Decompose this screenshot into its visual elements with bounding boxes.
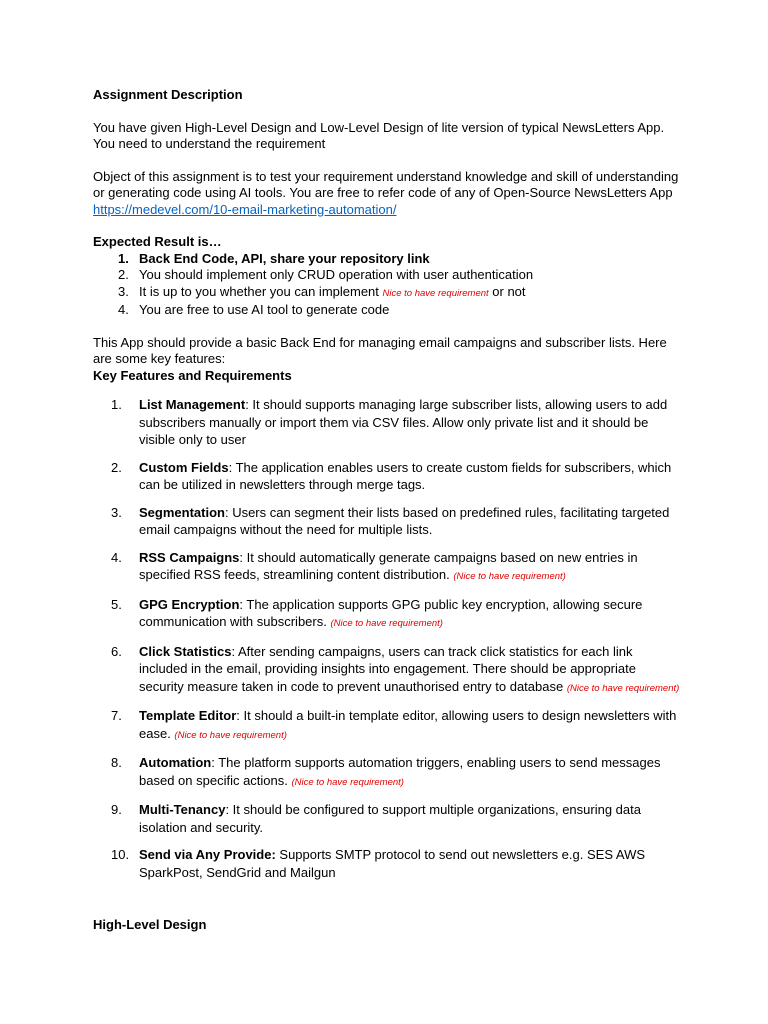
expected-item-text: or not: [488, 283, 526, 299]
list-number: 10.: [111, 847, 130, 862]
feature-item: [93, 459, 683, 494]
feature-description: : It should a built-in template editor, allowing users to design newsletters with ease.: [139, 708, 677, 741]
intro-line-2: You need to understand the requirement: [93, 136, 326, 151]
feature-title: Click Statistics: [139, 643, 232, 659]
list-number: 4.: [118, 302, 129, 317]
feature-item: [93, 643, 683, 698]
list-number: 3.: [118, 283, 129, 299]
feature-title: List Management: [139, 397, 246, 412]
feature-description: : The application supports GPG public key encryption, allowing secure communication with subscribers.: [139, 596, 643, 629]
feature-title: Template Editor: [139, 708, 237, 723]
feature-item: [93, 846, 683, 881]
list-number: 2.: [111, 459, 122, 475]
nice-to-have-note: (Nice to have requirement): [566, 682, 680, 694]
list-number: 1.: [118, 250, 129, 266]
expected-item-text: You should implement only CRUD operation with user authentication: [139, 267, 534, 282]
feature-description: : It should supports managing large subscriber lists, allowing users to add subscribers manually or import them via CSV files. Allow only private list and it should be visible only to user: [139, 397, 668, 447]
feature-description: : Users can segment their lists based on predefined rules, facilitating targeted email campaigns without the need for multiple lists.: [139, 504, 670, 537]
intro-line-1: You have given High-Level Design and Low-Level Design of lite version of typical NewsLetters App.: [93, 119, 665, 135]
expected-item-3: [93, 284, 683, 303]
feature-item: [93, 396, 683, 449]
expected-item-4: [93, 302, 683, 319]
high-level-design-heading: High-Level Design: [93, 917, 207, 932]
feature-title: Segmentation: [139, 504, 225, 520]
feature-title: Send via Any Provide:: [139, 847, 276, 862]
expected-item-text: Back End Code, API, share your repository link: [139, 250, 430, 266]
list-number: 8.: [111, 755, 122, 770]
expected-list: [93, 251, 683, 319]
nice-to-have-note: (Nice to have requirement): [291, 776, 404, 788]
feature-description: Supports SMTP protocol to send out newsletters e.g. SES AWS SparkPost, SendGrid and Mailgun: [139, 847, 646, 880]
feature-title: RSS Campaigns: [139, 549, 240, 565]
feature-title: Automation: [139, 755, 212, 770]
object-text: Object of this assignment is to test your requirement understand knowledge and skill of understanding or generating code using AI tools. You are free to refer code of any of Open-Source NewsLetters App: [93, 168, 679, 200]
feature-title: Custom Fields: [139, 459, 229, 475]
feature-item: [93, 754, 683, 791]
list-number: 9.: [111, 802, 122, 817]
feature-item: [93, 707, 683, 744]
feature-title: GPG Encryption: [139, 596, 240, 612]
feature-item: [93, 801, 683, 836]
expected-item-text: You are free to use AI tool to generate code: [139, 302, 390, 317]
expected-item-1: [93, 251, 683, 268]
object-paragraph: [93, 169, 683, 219]
open-source-link[interactable]: https://medevel.com/10-email-marketing-automation/: [93, 201, 397, 217]
feature-description: : It should automatically generate campaigns based on new entries in specified RSS feeds, streamlining content distribution.: [139, 549, 638, 582]
expected-item-text: It is up to you whether you can implement: [139, 283, 383, 299]
list-number: 6.: [111, 643, 122, 659]
list-number: 2.: [118, 267, 129, 282]
nice-to-have-note: (Nice to have requirement): [330, 618, 443, 629]
nice-to-have-note: (Nice to have requirement): [174, 729, 287, 741]
list-number: 1.: [111, 397, 122, 412]
feature-description: : The platform supports automation triggers, enabling users to send messages based on specific actions.: [139, 755, 661, 788]
list-number: 7.: [111, 708, 122, 723]
intro-paragraph: [93, 120, 683, 153]
feature-description: : It should be configured to support multiple organizations, ensuring data isolation and security.: [139, 802, 641, 835]
list-number: 4.: [111, 549, 122, 565]
feature-item: [93, 596, 683, 633]
feature-item: [93, 504, 683, 539]
feature-description: : The application enables users to create custom fields for subscribers, which can be utilized in newsletters through merge tags.: [139, 459, 672, 492]
document-page: [93, 87, 683, 934]
list-number: 5.: [111, 596, 122, 612]
feature-description: : After sending campaigns, users can track click statistics for each link included in the email, providing insights into engagement. There should be appropriate security measure taken in code to prevent unauthorised entry to database: [139, 643, 636, 694]
nice-to-have-note: Nice to have requirement: [382, 287, 489, 299]
document-title: Assignment Description: [93, 87, 243, 102]
app-intro-paragraph: This App should provide a basic Back End for managing email campaigns and subscriber lists. Here are some key features:: [93, 334, 667, 366]
feature-title: Multi-Tenancy: [139, 802, 226, 817]
expected-item-2: [93, 267, 683, 284]
nice-to-have-note: (Nice to have requirement): [453, 571, 566, 582]
feature-item: [93, 549, 683, 586]
features-list: [93, 396, 683, 881]
expected-heading: Expected Result is…: [93, 234, 222, 249]
features-heading: Key Features and Requirements: [93, 367, 292, 383]
list-number: 3.: [111, 504, 122, 520]
